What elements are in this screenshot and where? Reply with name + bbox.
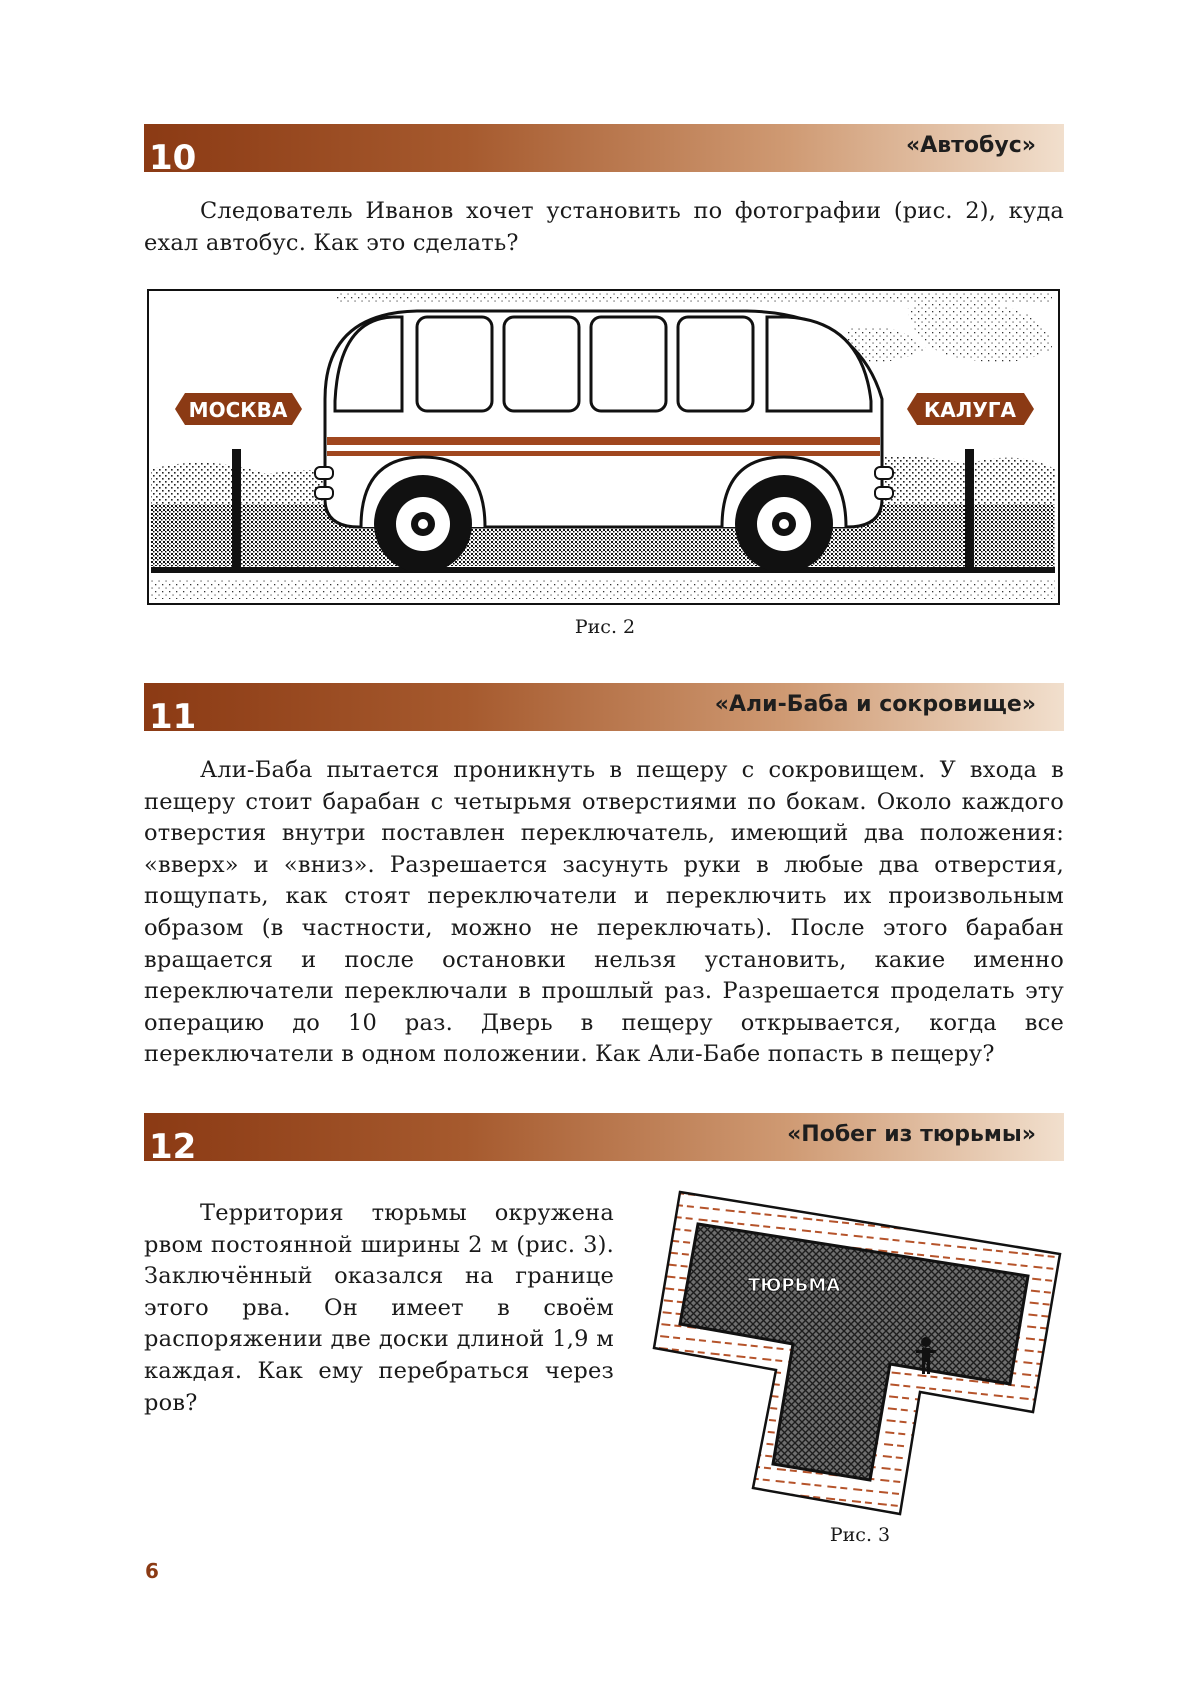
sign-kaluga: КАЛУГА bbox=[923, 398, 1017, 422]
figure-2-caption: Рис. 2 bbox=[574, 616, 636, 638]
problem-number: 10 bbox=[149, 138, 197, 178]
bus-wheel-right bbox=[735, 475, 833, 573]
problem-title: «Автобус» bbox=[906, 133, 1036, 158]
problem-10-text: Следователь Иванов хочет установить по фотографии (рис. 2), куда ехал автобус. Как это сделать? bbox=[144, 198, 1064, 256]
figure-3-caption: Рис. 3 bbox=[829, 1524, 891, 1546]
problem-title: «Побег из тюрьмы» bbox=[787, 1122, 1036, 1147]
bus-wheel-left bbox=[374, 475, 472, 573]
problem-number: 11 bbox=[149, 697, 197, 737]
sign-moscow: МОСКВА bbox=[188, 398, 288, 422]
problem-title: «Али-Баба и сокровище» bbox=[714, 692, 1036, 717]
prison-label: ТЮРЬМА bbox=[748, 1275, 841, 1296]
bus-figure bbox=[147, 289, 1060, 605]
page-number: 6 bbox=[145, 1559, 159, 1583]
problem-11-header bbox=[144, 683, 1064, 737]
problem-11-text: Али-Баба пытается проникнуть в пещеру с сокровищем. У входа в пещеру стоит барабан с четырьмя отверстиями по бокам. Около каждого отверстия внутри поставлен переключатель, имеющий два положения: «вверх» и «вниз». Разрешается засунуть руки в любые два отверстия, пощупать, как стоят переключатели и переключить их произвольным образом (в частности, можно не переключать). После этого барабан вращается и после остановки нельзя установить, какие именно переключатели переключали в прошлый раз. Разрешается проделать эту операцию до 10 раз. Дверь в пещеру открывается, когда все переключатели в одном положении. Как Али-Бабе попасть в пещеру? bbox=[144, 757, 1064, 1068]
problem-12-header bbox=[144, 1113, 1064, 1167]
problem-12-text: Территория тюрьмы окружена рвом постоянной ширины 2 м (рис. 3). Заключённый оказался на границе этого рва. Он имеет в своём распоряжении две доски длиной 1,9 м каждая. Как ему перебраться через ров? bbox=[144, 1200, 614, 1416]
prison-figure bbox=[648, 1184, 1068, 1524]
problem-number: 12 bbox=[149, 1127, 197, 1167]
problem-10-header bbox=[144, 124, 1064, 178]
